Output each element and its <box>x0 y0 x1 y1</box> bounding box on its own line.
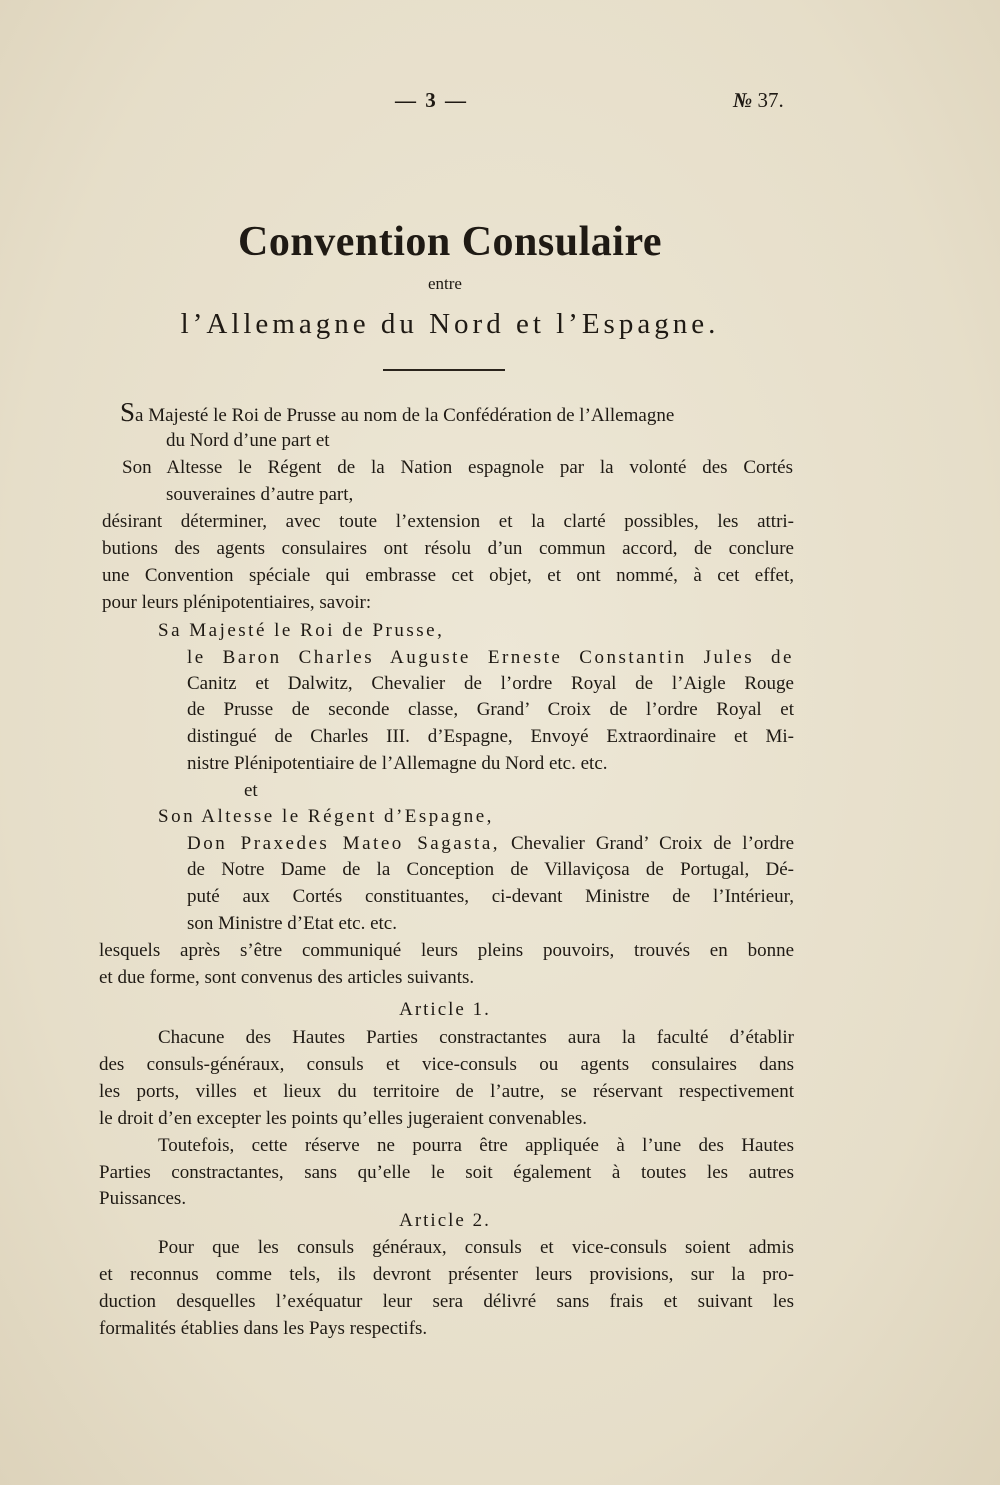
article-2-line-4: formalités établies dans les Pays respectifs. <box>99 1318 428 1339</box>
preamble-line-8: pour leurs plénipotentiaires, savoir: <box>102 592 372 613</box>
preamble-line-1-text: a Majesté le Roi de Prusse au nom de la Confédération de l’Allemagne <box>135 405 675 426</box>
article-1-line-1: Chacune des Hautes Parties constractantes aura la faculté d’établir <box>158 1027 794 1048</box>
article-1-heading: Article 1. <box>399 999 491 1020</box>
spain-line-4: son Ministre d’Etat etc. etc. <box>187 913 397 934</box>
spain-heading: Son Altesse le Régent d’Espagne, <box>158 806 494 827</box>
document-subtitle: l’Allemagne du Nord et l’Espagne. <box>180 308 720 340</box>
preamble-line-7: une Convention spéciale qui embrasse cet objet, et ont nommé, à cet effet, <box>102 565 794 586</box>
closing-line-2: et due forme, sont convenus des articles suivants. <box>99 967 475 988</box>
preamble-line-6: butions des agents consulaires ont résolu d’un commun accord, de conclure <box>102 538 794 559</box>
spain-line-2: de Notre Dame de la Conception de Villaviçosa de Portugal, Dé- <box>187 859 794 880</box>
document-number <box>733 88 784 113</box>
page-folio: — 3 — <box>395 88 468 112</box>
prussia-line-1: le Baron Charles Auguste Erneste Constantin Jules de <box>187 647 794 668</box>
title-connector: entre <box>428 274 462 293</box>
prussia-line-3: de Prusse de seconde classe, Grand’ Croix de l’ordre Royal et <box>187 699 794 720</box>
prussia-line-5: nistre Plénipotentiaire de l’Allemagne du Nord etc. etc. <box>187 753 608 774</box>
article-1-line-3: les ports, villes et lieux du territoire de l’autre, se réservant respectivement <box>99 1081 794 1102</box>
article-1-line-2: des consuls-généraux, consuls et vice-consuls ou agents consulaires dans <box>99 1054 794 1075</box>
preamble-line-1 <box>120 399 674 429</box>
number-symbol: № <box>733 88 753 112</box>
drop-cap: S <box>120 397 136 427</box>
article-1-line-7: Puissances. <box>99 1188 187 1209</box>
article-1-line-5: Toutefois, cette réserve ne pourra être appliquée à l’une des Hautes <box>158 1135 794 1156</box>
spain-line-1-rest: Chevalier Grand’ Croix de l’ordre <box>511 833 795 854</box>
document-title: Convention Consulaire <box>238 219 662 265</box>
prussia-line-2: Canitz et Dalwitz, Chevalier de l’ordre Royal de l’Aigle Rouge <box>187 673 794 694</box>
preamble-line-5: désirant déterminer, avec toute l’extension et la clarté possibles, les attri- <box>102 511 794 532</box>
title-rule <box>383 369 505 371</box>
spain-line-3: puté aux Cortés constituantes, ci-devant Ministre de l’Intérieur, <box>187 886 794 907</box>
spain-line-1 <box>187 831 794 857</box>
article-1-line-4: le droit d’en excepter les points qu’elles jugeraient convenables. <box>99 1108 588 1129</box>
closing-line-1: lesquels après s’être communiqué leurs pleins pouvoirs, trouvés en bonne <box>99 940 794 961</box>
article-2-heading: Article 2. <box>399 1210 491 1231</box>
prussia-heading: Sa Majesté le Roi de Prusse, <box>158 620 445 641</box>
prussia-line-4: distingué de Charles III. d’Espagne, Envoyé Extraordinaire et Mi- <box>187 726 794 747</box>
article-2-line-3: duction desquelles l’exéquatur leur sera délivré sans frais et suivant les <box>99 1291 794 1312</box>
preamble-line-3: Son Altesse le Régent de la Nation espagnole par la volonté des Cortés <box>122 457 793 478</box>
article-2-line-1: Pour que les consuls généraux, consuls et vice-consuls soient admis <box>158 1237 794 1258</box>
article-1-line-6: Parties constractantes, sans qu’elle le soit également à toutes les autres <box>99 1162 794 1183</box>
spain-delegate-name: Don Praxedes Mateo Sagasta, <box>187 833 501 854</box>
preamble-line-2: du Nord d’une part et <box>166 430 330 451</box>
preamble-line-4: souveraines d’autre part, <box>166 484 354 505</box>
number-value: 37. <box>757 88 784 112</box>
article-2-line-2: et reconnus comme tels, ils devront présenter leurs provisions, sur la pro- <box>99 1264 794 1285</box>
conjunction-et: et <box>244 780 258 801</box>
